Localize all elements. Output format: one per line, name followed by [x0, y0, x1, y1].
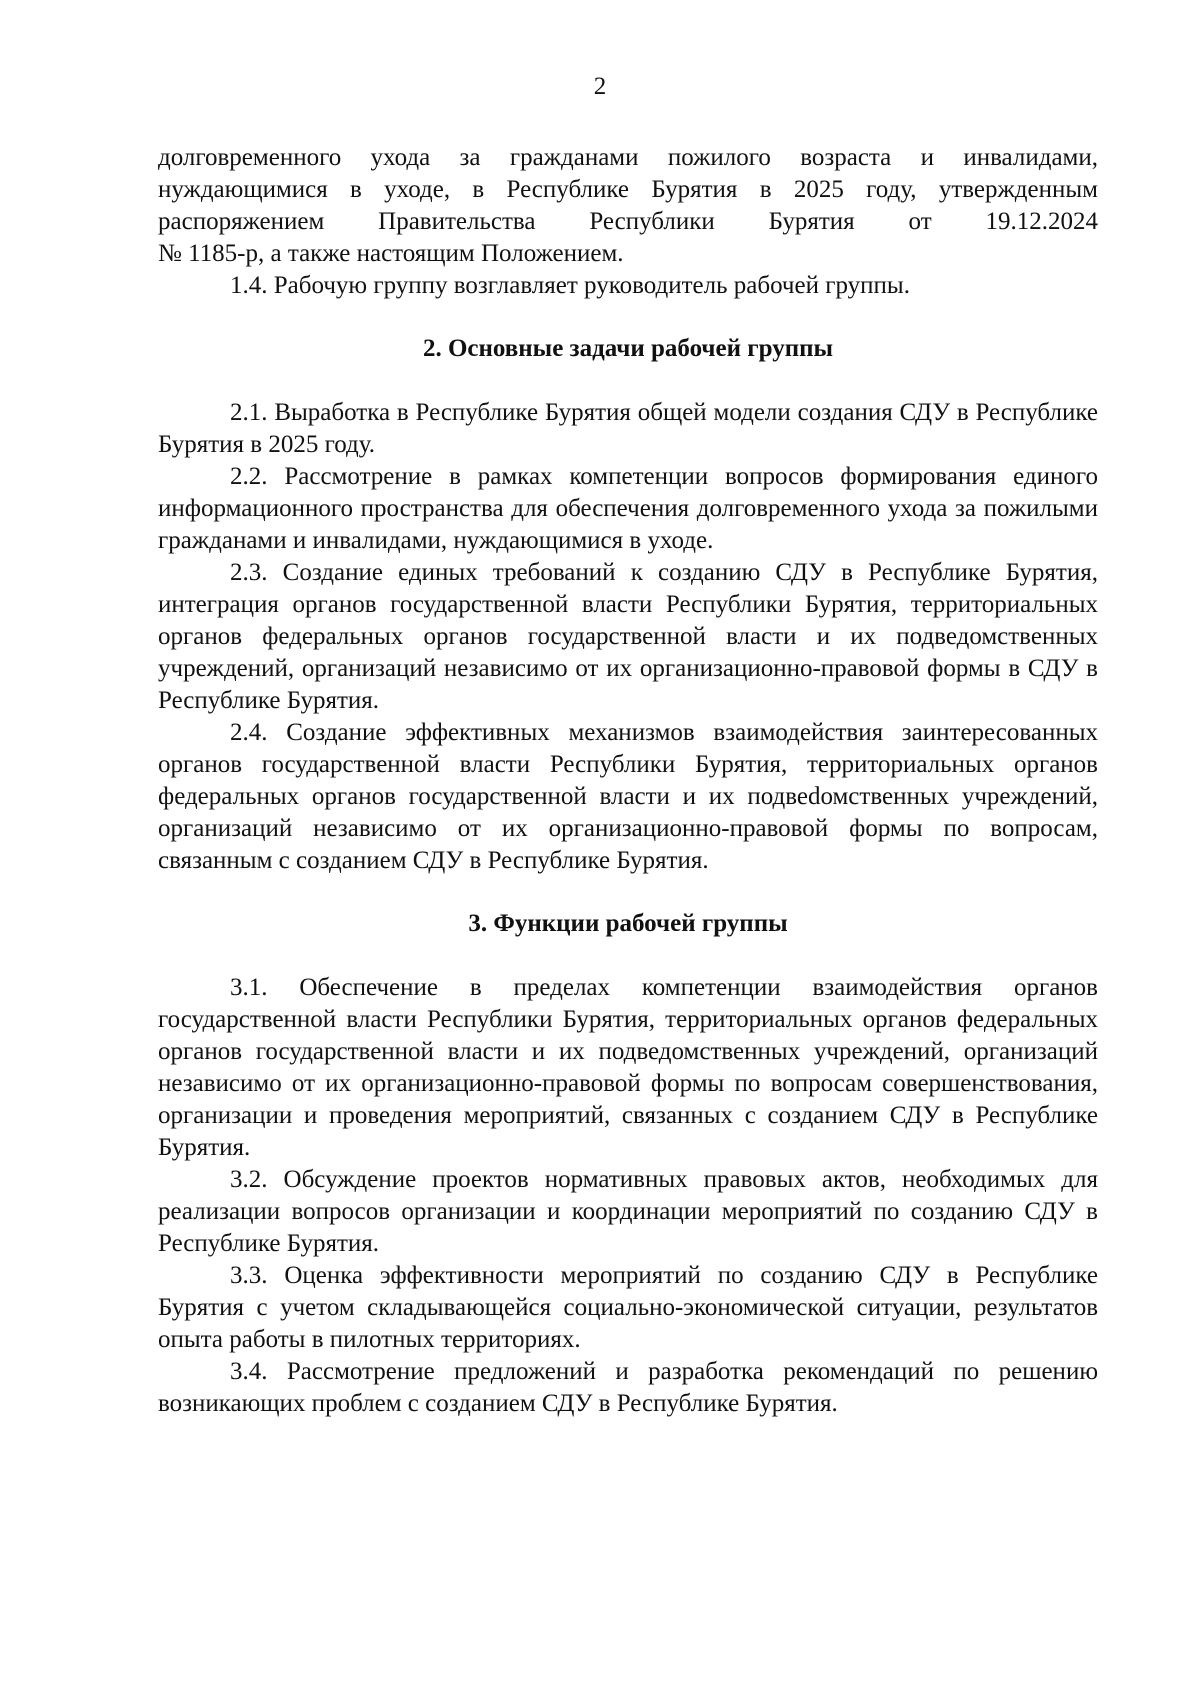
intro-line: нуждающимися в уходе, в Республике Бурятия в 2025 году, утвержденным — [158, 176, 1098, 203]
paragraph-3-2: 3.2. Обсуждение проектов нормативных правовых актов, необходимых для реализации вопросов организации и координации мероприятий по созданию СДУ в Республике Бурятия. — [158, 1166, 1098, 1257]
paragraph-2-4: 2.4. Создание эффективных механизмов взаимодействия заинтересованных органов государственной власти Республики Бурятия, территориальных органов федеральных органов государственной власти и их подвеdомственных учреждений, организаций независимо от их организационно-правовой формы по вопросам, связанным с созданием СДУ в Республике Бурятия. — [158, 719, 1098, 874]
section-2-heading: 2. Основные задачи рабочей группы — [422, 335, 834, 362]
paragraph-3-3: 3.3. Оценка эффективности мероприятий по созданию СДУ в Республике Бурятия с учетом складывающейся социально-экономической ситуации, результатов опыта работы в пилотных территориях. — [158, 1262, 1098, 1353]
section-3-heading: 3. Функции рабочей группы — [468, 910, 788, 937]
paragraph-3-4: 3.4. Рассмотрение предложений и разработка рекомендаций по решению возникающих проблем с созданием СДУ в Республике Бурятия. — [158, 1358, 1098, 1417]
paragraph-2-3: 2.3. Создание единых требований к созданию СДУ в Республике Бурятия, интеграция органов государственной власти Республики Бурятия, территориальных органов федеральных органов государственной власти и их подведомственных учреждений, организаций независимо от их организационно-правовой формы в СДУ в Республике Бурятия. — [158, 559, 1098, 714]
paragraph-3-1: 3.1. Обеспечение в пределах компетенции взаимодействия органов государственной власти Республики Бурятия, территориальных органов федеральных органов государственной власти и их подведомственных учреждений, организаций независимо от их организационно-правовой формы по вопросам совершенствования, организации и проведения мероприятий, связанных с созданием СДУ в Республике Бурятия. — [158, 974, 1098, 1161]
intro-line: распоряжением Правительства Республики Бурятия от 19.12.2024 — [158, 208, 1098, 235]
paragraph-1-4: 1.4. Рабочую группу возглавляет руководитель рабочей группы. — [230, 272, 910, 299]
paragraph-2-2: 2.2. Рассмотрение в рамках компетенции вопросов формирования единого информационного пространства для обеспечения долговременного ухода за пожилыми гражданами и инвалидами, нуждающимися в уходе. — [158, 463, 1098, 554]
document-body — [158, 142, 1098, 1420]
intro-line: долговременного ухода за гражданами пожилого возраста и инвалидами, — [158, 144, 1098, 171]
paragraph-2-1: 2.1. Выработка в Республике Бурятия общей модели создания СДУ в Республике Бурятия в 2025 году. — [158, 399, 1098, 458]
page-number: 2 — [593, 73, 607, 100]
intro-line: № 1185-р, а также настоящим Положением. — [158, 240, 624, 267]
